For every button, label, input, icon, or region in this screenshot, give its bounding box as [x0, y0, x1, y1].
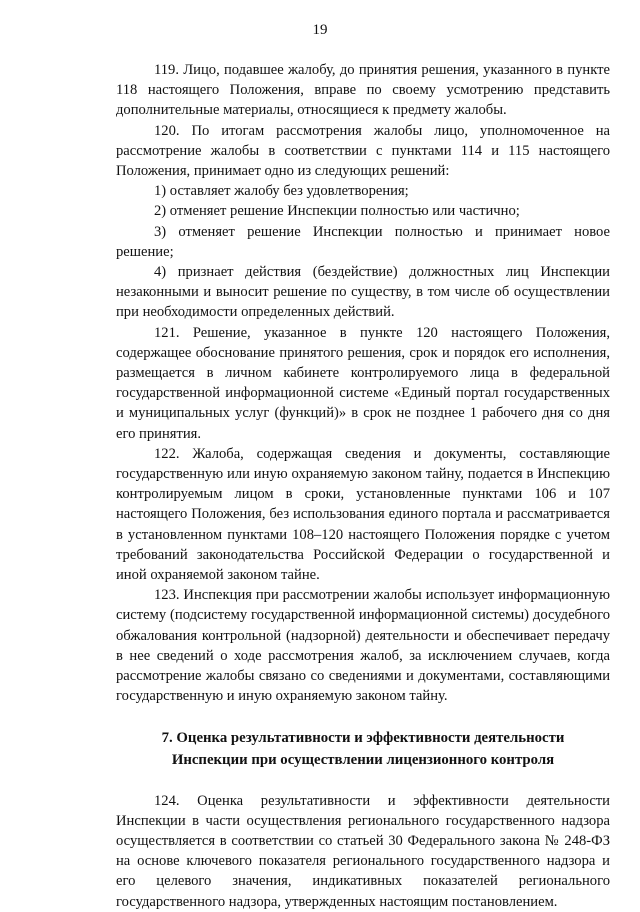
list-item-2: 2) отменяет решение Инспекции полностью или частично;	[154, 203, 520, 220]
section-heading-line-2: Инспекции при осуществлении лицензионного контроля	[171, 751, 555, 768]
list-item-1: 1) оставляет жалобу без удовлетворения;	[154, 183, 409, 200]
section-heading	[116, 727, 610, 771]
paragraph-123: 123. Инспекция при рассмотрении жалобы использует информационную систему (подсистему государственной информационной системы) досудебного обжалования контрольной (надзорной) деятельности и обеспечивает передачу в нее сведений о ходе рассмотрения жалоб, за исключением случаев, когда рассмотрение жалобы связано со сведениями и документами, составляющими государственную и иную охраняемую законом тайну.	[116, 587, 610, 705]
list-item-3: 3) отменяет решение Инспекции полностью и принимает новое решение;	[116, 223, 610, 260]
paragraph-121: 121. Решение, указанное в пункте 120 настоящего Положения, содержащее обоснование принятого решения, срок и порядок его исполнения, размещается в личном кабинете контролируемого лица в федеральной государственной информационной системе «Единый портал государственных и муниципальных услуг (функций)» в срок не позднее 1 рабочего дня со дня его принятия.	[116, 324, 610, 442]
section-heading-line-1: 7. Оценка результативности и эффективности деятельности	[161, 729, 565, 746]
list-item-4: 4) признает действия (бездействие) должностных лиц Инспекции незаконными и выносит решение по существу, в том числе об осуществлении при необходимости определенных действий.	[116, 264, 610, 321]
paragraph-119: 119. Лицо, подавшее жалобу, до принятия решения, указанного в пункте 118 настоящего Положения, вправе по своему усмотрению представить дополнительные материалы, относящиеся к предмету жалобы.	[116, 62, 610, 119]
document-body	[116, 60, 610, 912]
paragraph-124: 124. Оценка результативности и эффективности деятельности Инспекции в части осуществления регионального государственного надзора осуществляется в соответствии со статьей 30 Федерального закона № 248-ФЗ на основе ключевого показателя регионального государственного надзора и его целевого значения, индикативных показателей регионального государственного надзора, утвержденных настоящим постановлением.	[116, 792, 610, 910]
paragraph-120: 120. По итогам рассмотрения жалобы лицо, уполномоченное на рассмотрение жалобы в соответствии с пунктами 114 и 115 настоящего Положения, принимает одно из следующих решений:	[116, 122, 610, 180]
paragraph-122: 122. Жалоба, содержащая сведения и документы, составляющие государственную или иную охраняемую законом тайну, подается в Инспекцию контролируемым лицом в сроки, установленные пунктами 106 и 107 настоящего Положения, без использования единого портала и рассматривается в установленном пунктами 108–120 настоящего Положения порядке с учетом требований законодательства Российской Федерации о государственной и иной охраняемой законом тайне.	[116, 445, 610, 584]
page-number: 19	[312, 22, 328, 38]
